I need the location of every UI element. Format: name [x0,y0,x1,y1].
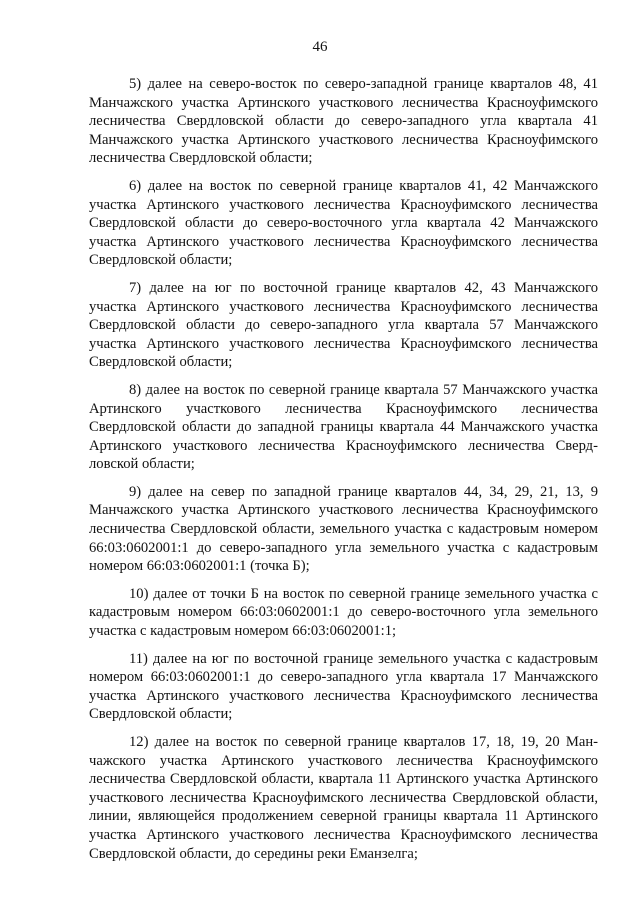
paragraph-item-8: 8) далее на восток по северной границе квартала 57 Манчажского участка Артинского участкового лесничества Красноуфимского лесничества Свердловской области до западной границы квартала 44 Манчажского участка Артинского участкового лесничества Красноуфимского лесничества Свердловской области; [89,381,598,473]
page-number: 46 [312,39,328,55]
paragraph-item-5: 5) далее на северо-восток по северо-западной границе кварталов 48, 41 Манчажского участка Артинского участкового лесничества Красноуфимского лесничества Свердловской области до северо-западного угла квартала 41 Манчажского участка Артинского участкового лесничества Красноуфимского лесничества Свердловской области; [89,76,598,167]
paragraph-item-9: 9) далее на север по западной границе кварталов 44, 34, 29, 21, 13, 9 Манчажского участка Артинского участкового лесничества Красноуфимского лесничества Свердловской области, земельного участка с кадастровым номером 66:03:0602001:1 до северо-западного угла земельного участка с кадастровым номером 66:03:0602001:1 (точка Б); [89,483,598,575]
paragraph-item-11: 11) далее на юг по восточной границе земельного участка с кадастровым номером 66:03:0602001:1 до северо-западного угла квартала 17 Манчажского участка Артинского участкового лесничества Красноуфимского лесничества Свердловской области; [89,650,598,723]
document-body [89,75,598,872]
paragraph-item-12: 12) далее на восток по северной границе кварталов 17, 18, 19, 20 Манчажского участка Артинского участкового лесничества Красноуфимского лесничества Свердловской области, квартала 11 Артинского участка Артинского участкового лесничества Красноуфимского лесничества Свердловской области, линии, являющейся продолжением северной границы квартала 11 Артинского участка Артинского участкового лесничества Красноуфимского лесничества Свердловской области, до середины реки Еманзелга; [89,734,598,862]
paragraph-item-7: 7) далее на юг по восточной границе кварталов 42, 43 Манчажского участка Артинского участкового лесничества Красноуфимского лесничества Свердловской области до северо-западного угла квартала 57 Манчажского участка Артинского участкового лесничества Красноуфимского лесничества Свердловской области; [89,279,598,371]
paragraph-item-6: 6) далее на восток по северной границе кварталов 41, 42 Манчажского участка Артинского участкового лесничества Красноуфимского лесничества Свердловской области до северо-восточного угла квартала 42 Манчажского участка Артинского участкового лесничества Красноуфимского лесничества Свердловской области; [89,177,598,269]
paragraph-item-10: 10) далее от точки Б на восток по северной границе земельного участка с кадастровым номером 66:03:0602001:1 до северо-восточного угла земельного участка с кадастровым номером 66:03:0602001:1; [89,585,598,640]
